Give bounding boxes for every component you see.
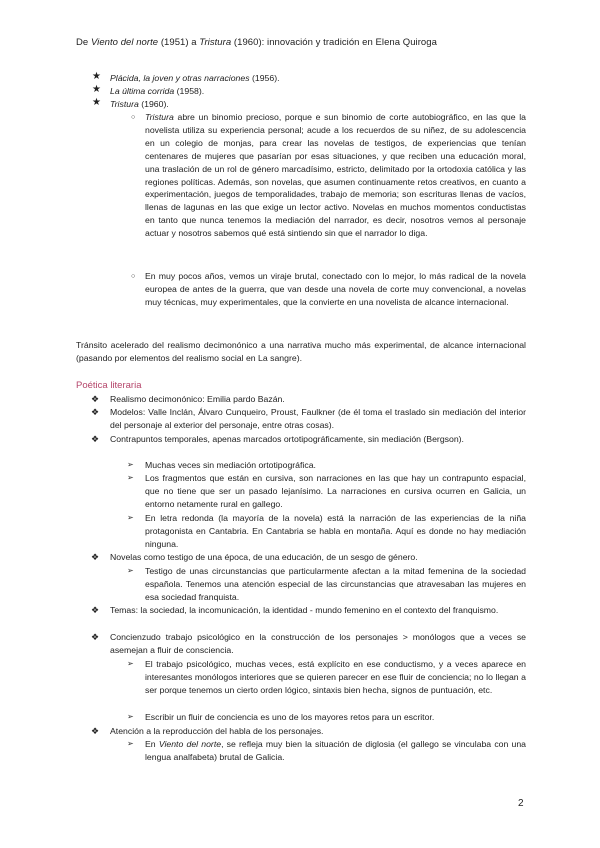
header-prefix: De xyxy=(76,37,91,48)
poetica-realismo: Realismo decimonónico: Emilia pardo Bazán. xyxy=(110,394,285,404)
poetica-atencion: Atención a la reproducción del habla de los personajes. xyxy=(110,726,324,736)
header-middle: (1951) a xyxy=(158,37,200,48)
page-number: 2 xyxy=(518,798,524,809)
star-bullet-icon: ★ xyxy=(92,84,101,95)
arrow-bullet-icon: ➢ xyxy=(127,513,134,522)
section-title-poetica: Poética literaria xyxy=(76,380,142,391)
header-title-tristura: Tristura xyxy=(199,37,232,48)
atencion-text: , se refleja muy bien la situación de diglosia (el gallego se vinculaba con una lengua analfabeta) brutal de Galicia. xyxy=(145,739,527,762)
atencion-prefix: En xyxy=(145,739,159,749)
circle-bullet-icon: ○ xyxy=(131,114,136,121)
poetica-temas: Temas: la sociedad, la incomunicación, la identidad - mundo femenino en el contexto del franquismo. xyxy=(110,605,499,615)
work-title: Tristura xyxy=(110,99,139,109)
testigo-sub-item: Testigo de unas circunstancias que particularmente afectan a la mitad femenina de la sociedad española. Tenemos una atención especial de las circunstancias que atravesaban las mujeres en esa sociedad franquista. xyxy=(145,566,526,602)
arrow-bullet-icon: ➢ xyxy=(127,659,134,668)
work-title: Plácida, la joven y otras narraciones xyxy=(110,73,250,83)
diamond-bullet-icon: ❖ xyxy=(91,605,100,615)
work-year: (1960). xyxy=(138,99,169,109)
diamond-bullet-icon: ❖ xyxy=(91,394,100,404)
work-item-placida xyxy=(110,72,280,85)
poetica-contrapuntos: Contrapuntos temporales, apenas marcados ortotipográficamente, sin mediación (Bergson). xyxy=(110,434,464,444)
page-header xyxy=(76,37,437,48)
poetica-testigo: Novelas como testigo de una época, de una educación, de un sesgo de género. xyxy=(110,552,418,562)
atencion-sub-item xyxy=(145,738,526,764)
arrow-bullet-icon: ➢ xyxy=(127,473,134,482)
work-item-tristura xyxy=(110,98,169,111)
header-title-viento: Viento del norte xyxy=(90,37,159,48)
arrow-bullet-icon: ➢ xyxy=(127,566,134,575)
atencion-title: Viento del norte xyxy=(158,739,222,749)
tristura-text: abre un binomio precioso, porque e sun binomio de corte autobiográfico, en las que la novelista utiliza su experiencia personal; acude a los recuerdos de su niñez, de su adolescencia en un colegio de monjas, para crear las novelas de testigos, de experiencias que tenían centenares de mujeres que pasarían por esas situaciones, y que reciben una educación moral, una traslación de un rol de género marcadísimo, estricto, delimitado por la ortodoxia católica y las regiones políticas. Además, son novelas, que asumen continuamente retos creativos, en cuanto a experimentación, juegos de temporalidades, trabajo de memoria; son escrituras llenas de vacíos, llenas de lagunas en las que exige un lector activo. Novelas en muchos momentos conductistas en tanto que nunca tenemos la mediación del narrador, es decir, nosotros vemos al personaje actuar y nosotros sabemos qué está sintiendo sin que el narrador lo diga. xyxy=(145,112,526,239)
header-suffix: (1960): innovación y tradición en Elena Quiroga xyxy=(231,37,437,48)
concienzudo-sub-item: Escribir un fluir de conciencia es uno de los mayores retos para un escritor. xyxy=(145,712,435,722)
diamond-bullet-icon: ❖ xyxy=(91,726,100,736)
arrow-bullet-icon: ➢ xyxy=(127,712,134,721)
work-year: (1956). xyxy=(249,73,280,83)
circle-bullet-icon: ○ xyxy=(131,273,136,280)
work-item-ultima-corrida xyxy=(110,85,204,98)
concienzudo-sub-item: El trabajo psicológico, muchas veces, está explícito en ese conductismo, y a veces aparece en interesantes monólogos interiores que se quieren parecer en ese fluir de conciencia; no lo llegan a ser porque tenemos un cierto orden lógico, sintaxis bien hecha, signos de puntuación, etc. xyxy=(145,659,526,695)
tristura-evolution: En muy pocos años, vemos un viraje brutal, conectado con lo mejor, lo más radical de la novela europea de antes de la guerra, que van desde una novela de corte muy convencional, a novelas muy técnicas, muy experimentales, que la convierte en una novelista de alcance internacional. xyxy=(145,271,526,307)
poetica-concienzudo: Concienzudo trabajo psicológico en la construcción de los personajes > monólogos que a veces se asemejan a fluir de consciencia. xyxy=(110,632,526,655)
diamond-bullet-icon: ❖ xyxy=(91,552,100,562)
work-year: (1958). xyxy=(174,86,205,96)
poetica-modelos: Modelos: Valle Inclán, Álvaro Cunqueiro, Proust, Faulkner (de él toma el traslado sin mediación del interior del personaje al exterior del personaje, entre otras cosas). xyxy=(110,407,526,430)
transition-paragraph: Tránsito acelerado del realismo decimonónico a una narrativa mucho más experimental, de alcance internacional (pasando por elementos del realismo social en La sangre). xyxy=(76,340,526,363)
star-bullet-icon: ★ xyxy=(92,71,101,82)
contrapuntos-sub-item: Los fragmentos que están en cursiva, son narraciones en las que hay un contrapunto espacial, que no tiene que ser un pasado lejanísimo. La narraciones en cursiva ocurren en Galicia, un entorno netamente rural en gallego. xyxy=(145,473,526,509)
diamond-bullet-icon: ❖ xyxy=(91,632,100,642)
tristura-title: Tristura xyxy=(145,112,174,122)
work-title: La última corrida xyxy=(110,86,175,96)
diamond-bullet-icon: ❖ xyxy=(91,434,100,444)
arrow-bullet-icon: ➢ xyxy=(127,460,134,469)
contrapuntos-sub-item: En letra redonda (la mayoría de la novela) está la narración de las experiencias de la niña protagonista en Cantabria. En Cantabria se habla en montaña. Aquí es donde no hay mediación ninguna. xyxy=(145,513,526,549)
star-bullet-icon: ★ xyxy=(92,97,101,108)
contrapuntos-sub-item: Muchas veces sin mediación ortotipográfica. xyxy=(145,460,316,470)
tristura-description xyxy=(145,111,526,240)
arrow-bullet-icon: ➢ xyxy=(127,739,134,748)
diamond-bullet-icon: ❖ xyxy=(91,407,100,417)
